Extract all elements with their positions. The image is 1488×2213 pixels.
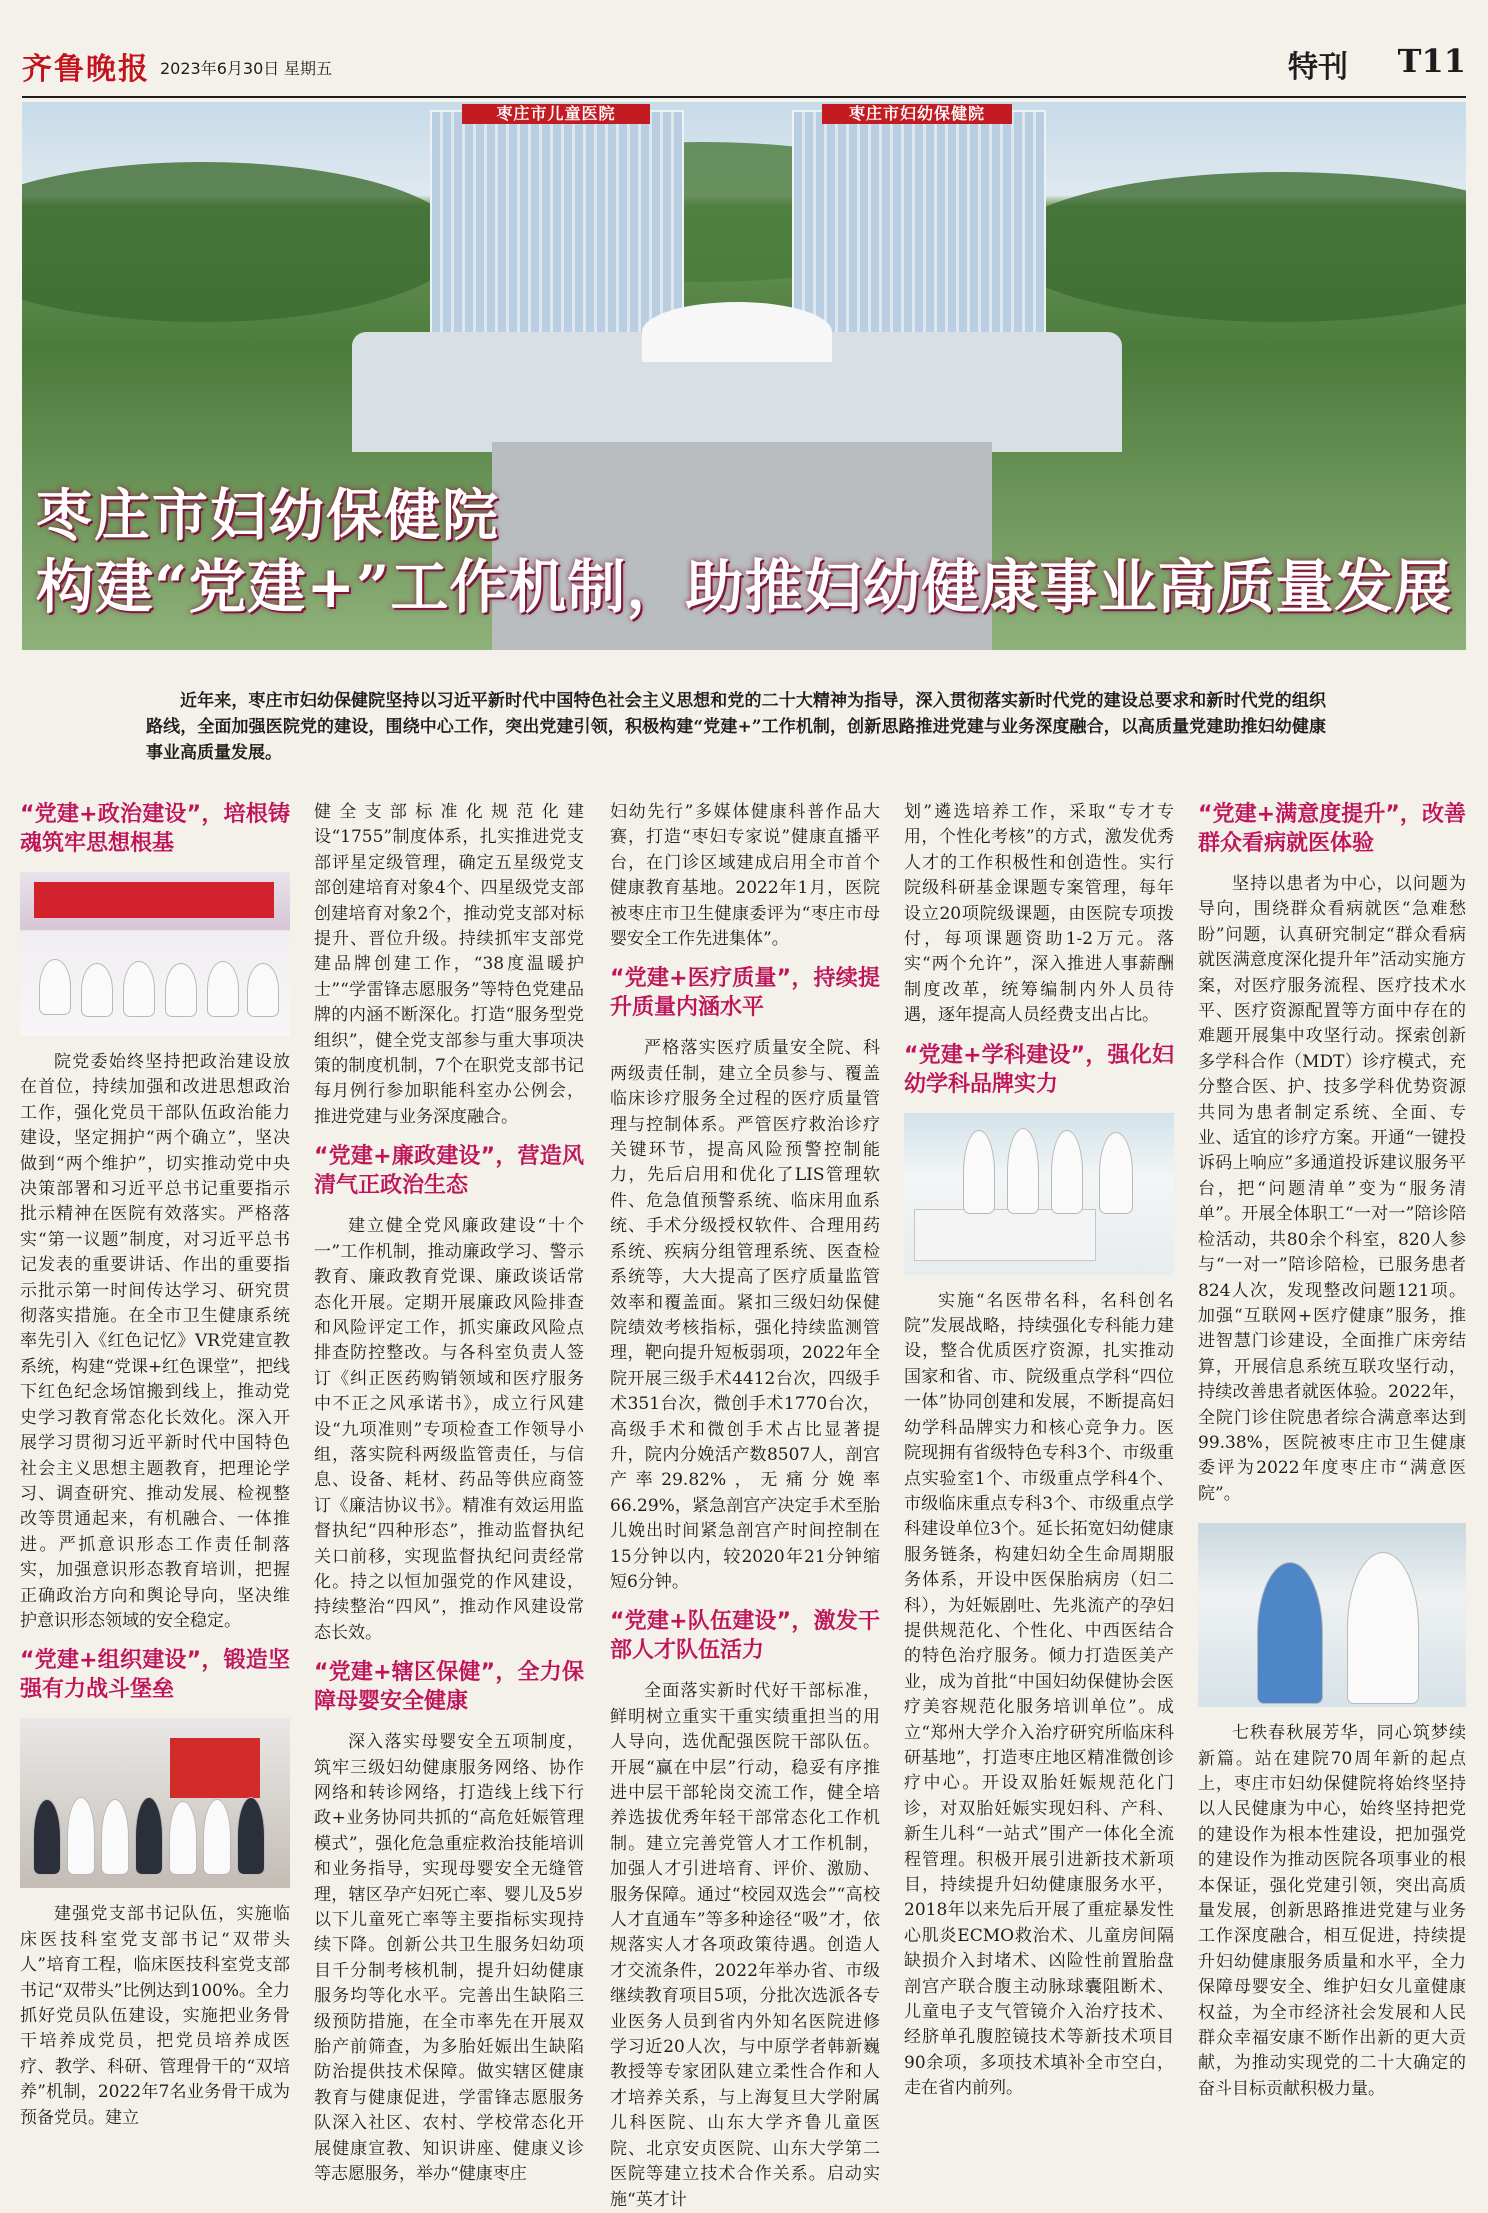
- hero-building-left: [430, 110, 684, 354]
- body-paragraph: 建立健全党风廉政建设“十个一”工作机制，推动廉政学习、警示教育、廉政教育党课、廉政谈话常态化开展。定期开展廉政风险排查和风险评定工作，抓实廉政风险点排查防控整改。与各科室负责人签订《纠正医药购销领域和医疗服务中不正之风承诺书》，成立行风建设“九项准则”专项检查工作领导小组，落实院科两级监管责任，与信息、设备、耗材、药品等供应商签订《廉洁协议书》。精准有效运用监督执纪“四种形态”，推动监督执纪关口前移，实现监督执纪问责经常化。持之以恒加强党的作风建设，持续整治“四风”，推动作风建设常态长效。: [314, 1216, 584, 1643]
- body-paragraph: 划”遴选培养工作，采取“专才专用，个性化考核”的方式，激发优秀人才的工作积极性和创造性。实行院级科研基金课题专案管理，每年设立20项院级课题，由医院专项拨付，每项课题资助1-2万元。落实“两个允许”，深入推进人事薪酬制度改革，统筹编制内外人员待遇，逐年提高人员经费支出占比。: [904, 802, 1174, 1026]
- body-paragraph: 七秩春秋展芳华，同心筑梦续新篇。站在建院70周年新的起点上，枣庄市妇幼保健院将始终坚持以人民健康为中心，始终坚持把党的建设作为根本性建设，把加强党的建设作为推动医院各项事业的根本保证，强化党建引领，突出高质量发展，创新思路推进党建与业务工作深度融合，相互促进，持续提升妇幼健康服务质量和水平，全力保障母婴安全、维护妇女儿童健康权益，为全市经济社会发展和人民群众幸福安康不断作出新的更大贡献，为推动实现党的二十大确定的奋斗目标贡献积极力量。: [1198, 1723, 1466, 2099]
- body-paragraph: 坚持以患者为中心，以问题为导向，围绕群众看病就医“急难愁盼”问题，认真研究制定“群众看病就医满意度深化提升年”活动实施方案，对医疗服务流程、医疗技术水平、医疗资源配置等方面中存在的难题开展集中攻坚行动。探索创新多学科合作（MDT）诊疗模式，充分整合医、护、技多学科优势资源共同为患者制定系统、全面、专业、适宜的诊疗方案。开通“一键投诉码上响应”多通道投诉建议服务平台，把“问题清单”变为“服务清单”。开展全体职工“一对一”陪诊陪检活动，共80余个科室，820人参与“一对一”陪诊陪检，已服务患者824人次，发现整改问题121项。加强“互联网+医疗健康”服务，推进智慧门诊建设，全面推广床旁结算，开展信息系统互联攻坚行动，持续改善患者就医体验。2022年，全院门诊住院患者综合满意率达到99.38%，医院被枣庄市卫生健康委评为2022年度枣庄市“满意医院”。: [1198, 874, 1466, 1504]
- staff-figure: [1348, 1553, 1418, 1703]
- masthead: [22, 38, 1466, 98]
- paper-name: 齐鲁晚报: [22, 52, 150, 87]
- person-figure: [40, 960, 70, 1014]
- body-paragraph: 实施“名医带名科，名科创名院”发展战略，持续强化专科能力建设，整合优质医疗资源，扎实推动国家和省、市、院级重点学科“四位一体”协同创建和发展，不断提高妇幼学科品牌实力和核心竞争力。医院现拥有省级特色专科3个、市级重点实验室1个、市级重点学科4个、市级临床重点专科3个、市级重点学科建设单位3个。延长拓宽妇幼健康服务链条，构建妇幼全生命周期服务体系，开设中医保胎病房（妇二科），为妊娠剧吐、先兆流产的孕妇提供规范化、个性化、中西医结合的特色治疗服务。倾力打造医美产业，成为首批“中国妇幼保健协会医疗美容规范化服务培训单位”。成立“郑州大学介入治疗研究所临床科研基地”，打造枣庄地区精准微创诊疗中心。开设双胎妊娠规范化门诊，对双胎妊娠实现妇科、产科、新生儿科“一站式”围产一体化全流程管理。积极开展引进新技术新项目，持续提升妇幼健康服务水平，2018年以来先后开展了重症暴发性心肌炎ECMO救治术、儿童房间隔缺损介入封堵术、凶险性前置胎盘剖宫产联合腹主动脉球囊阻断术、儿童电子支气管镜介入治疗技术、经脐单孔腹腔镜技术等新技术项目90余项，多项技术填补全市空白，走在省内前列。: [904, 1290, 1174, 2099]
- nurse-figure: [1100, 1133, 1132, 1213]
- section-heading: “党建+医疗质量”，持续提升质量内涵水平: [610, 966, 880, 1021]
- section-heading: “党建+组织建设”，锻造坚强有力战斗堡垒: [20, 1648, 290, 1703]
- section-heading: “党建+学科建设”，强化妇幼学科品牌实力: [904, 1042, 1174, 1097]
- person-figure: [208, 962, 238, 1016]
- nurse-figure: [1052, 1131, 1082, 1213]
- person-figure: [102, 1800, 128, 1874]
- oath-photo: [20, 1718, 290, 1888]
- column-4: [904, 800, 1174, 2102]
- body-paragraph: 院党委始终坚持把政治建设放在首位，持续加强和改进思想政治工作，强化党员干部队伍政治能力建设，坚定拥护“两个确立”，坚决做到“两个维护”，切实推动党中央决策部署和习近平总书记重要指示批示精神在医院有效落实。严格落实“第一议题”制度，对习近平总书记发表的重要讲话、作出的重要指示批示第一时间传达学习、研究贯彻落实措施。在全市卫生健康系统率先引入《红色记忆》VR党建宣教系统，构建“党课+红色课堂”，把线下红色纪念场馆搬到线上，推动党史学习教育常态化长效化。深入开展学习贯彻习近平新时代中国特色社会主义思想主题教育，把理论学习、调查研究、推动发展、检视整改等贯通起来，有机融合、一体推进。严抓意识形态工作责任制落实，加强意识形态教育培训，把握正确政治方向和舆论导向，坚决维护意识形态领域的安全稳定。: [20, 1052, 290, 1631]
- person-figure: [248, 964, 278, 1016]
- meeting-photo: [20, 872, 290, 1036]
- hero-sign-right: 枣庄市妇幼保健院: [822, 104, 1012, 124]
- section-heading: “党建+政治建设”，培根铸魂筑牢思想根基: [20, 802, 290, 856]
- section-heading: “党建+满意度提升”，改善群众看病就医体验: [1198, 802, 1466, 856]
- column-1: [20, 800, 290, 2131]
- column-2: [314, 800, 584, 2188]
- body-paragraph: 建强党支部书记队伍，实施临床医技科室党支部书记“双带头人”培育工程，临床医技科室党支部书记“双带头”比例达到100%。全力抓好党员队伍建设，实施把业务骨干培养成党员，把党员培养成医疗、教学、科研、管理骨干的“双培养”机制，2022年7名业务骨干成为预备党员。建立: [20, 1904, 290, 2128]
- person-figure: [82, 964, 112, 1016]
- person-figure: [170, 1802, 196, 1874]
- hero-photo: [22, 102, 1466, 650]
- section-heading: “党建+队伍建设”，激发干部人才队伍活力: [610, 1609, 880, 1664]
- hero-title-line2: 构建“党建+”工作机制，助推妇幼健康事业高质量发展: [36, 553, 1453, 621]
- body-paragraph: 妇幼先行”多媒体健康科普作品大赛，打造“枣妇专家说”健康直播平台，在门诊区域建成启用全市首个健康教育基地。2022年1月，医院被枣庄市卫生健康委评为“枣庄市母婴安全工作先进集体”。: [610, 802, 880, 950]
- party-flag: [170, 1738, 260, 1798]
- ward-photo: [904, 1113, 1174, 1275]
- nurse-figure: [964, 1131, 994, 1213]
- section-name: 特刊: [1288, 50, 1348, 85]
- hero-sign-left: 枣庄市儿童医院: [462, 104, 650, 124]
- staff-figure: [1258, 1563, 1322, 1703]
- body-paragraph: 健全支部标准化规范化建设“1755”制度体系，扎实推进党支部评星定级管理，确定五星级党支部创建培育对象4个、四星级党支部创建培育对象2个，推动党支部对标提升、晋位升级。持续抓牢支部党建品牌创建工作，“38度温暖护士”“学雷锋志愿服务”等特色党建品牌的内涵不断深化。打造“服务型党组织”，健全党支部参与重大事项决策的制度机制，7个在职党支部书记每月例行参加职能科室办公例会，推进党建与业务深度融合。: [314, 802, 584, 1127]
- nurse-figure: [1008, 1129, 1038, 1213]
- issue-weekday: 星期五: [284, 59, 333, 78]
- body-paragraph: 严格落实医疗质量安全院、科两级责任制，建立全员参与、覆盖临床诊疗服务全过程的医疗质量管理与控制体系。严管医疗救治诊疗关键环节，提高风险预警控制能力，先后启用和优化了LIS管理软件、危急值预警系统、临床用血系统、手术分级授权软件、合理用药系统、疾病分组管理系统、医查检系统等，大大提高了医疗质量监管效率和覆盖面。紧扣三级妇幼保健院绩效考核指标，强化持续监测管理，靶向提升短板弱项，2022年全院开展三级手术4412台次，四级手术351台次，微创手术1770台次，高级手术和微创手术占比显著提升，院内分娩活产数8507人，剖宫产率29.82%，无痛分娩率66.29%，紧急剖宫产决定手术至胎儿娩出时间紧急剖宫产时间控制在15分钟以内，较2020年21分钟缩短6分钟。: [610, 1038, 880, 1592]
- consultation-photo: [1198, 1523, 1466, 1707]
- section-heading: “党建+廉政建设”，营造风清气正政治生态: [314, 1144, 584, 1199]
- person-figure: [166, 964, 196, 1016]
- body-paragraph: 全面落实新时代好干部标准，鲜明树立重实干重实绩重担当的用人导向，选优配强医院干部队伍。开展“赢在中层”行动，稳妥有序推进中层干部轮岗交流工作，健全培养选拔优秀年轻干部常态化工作机制。建立完善党管人才工作机制，加强人才引进培育、评价、激励、服务保障。通过“校园双选会”“高校人才直通车”等多种途径“吸”才，依规落实人才各项政策待遇。创造人才交流条件，2022年举办省、市级继续教育项目5项，分批次选派各专业医务人员到省内外知名医院进修学习近20人次，与中原学者韩新巍教授等专家团队建立柔性合作和人才培养关系，与上海复旦大学附属儿科医院、山东大学齐鲁儿童医院、北京安贞医院、山东大学第二医院等建立技术合作关系。启动实施“英才计: [610, 1681, 880, 2210]
- body-paragraph: 深入落实母婴安全五项制度，筑牢三级妇幼健康服务网络、协作网络和转诊网络，打造线上线下行政+业务协同共抓的“高危妊娠管理模式”，强化危急重症救治技能培训和业务指导，实现母婴安全无缝管理，辖区孕产妇死亡率、婴儿及5岁以下儿童死亡率等主要指标实现持续下降。创新公共卫生服务妇幼项目千分制考核机制，提升妇幼健康服务均等化水平。完善出生缺陷三级预防措施，在全市率先在开展双胎产前筛查，为多胎妊娠出生缺陷防治提供技术保障。做实辖区健康教育与健康促进，学雷锋志愿服务队深入社区、农村、学校常态化开展健康宣教、知识讲座、健康义诊等志愿服务，举办“健康枣庄: [314, 1732, 584, 2185]
- person-figure: [68, 1798, 94, 1874]
- hero-building-right: [792, 110, 1046, 354]
- hero-title-line1: 枣庄市妇幼保健院: [36, 483, 500, 549]
- intro-paragraph: 近年来，枣庄市妇幼保健院坚持以习近平新时代中国特色社会主义思想和党的二十大精神为指导，深入贯彻落实新时代党的建设总要求和新时代党的组织路线，全面加强医院党的建设，围绕中心工作，突出党建引领，积极构建“党建+”工作机制，创新思路推进党建与业务深度融合，以高质量党建助推妇幼健康事业高质量发展。: [146, 691, 1326, 763]
- hero-hill: [1002, 172, 1466, 322]
- section-heading: “党建+辖区保健”，全力保障母婴安全健康: [314, 1660, 584, 1715]
- hospital-bed: [914, 1209, 1096, 1261]
- person-figure: [124, 962, 154, 1016]
- hero-hill: [22, 162, 462, 322]
- issue-date: 2023年6月30日: [160, 59, 280, 78]
- column-5: [1198, 800, 1466, 2102]
- hero-canopy: [642, 302, 832, 362]
- person-figure: [34, 1800, 60, 1874]
- person-figure: [204, 1800, 230, 1874]
- page-number: T11: [1397, 42, 1466, 80]
- stage-banner: [34, 882, 274, 918]
- person-figure: [136, 1798, 162, 1874]
- person-figure: [238, 1798, 264, 1874]
- column-3: [610, 800, 880, 2213]
